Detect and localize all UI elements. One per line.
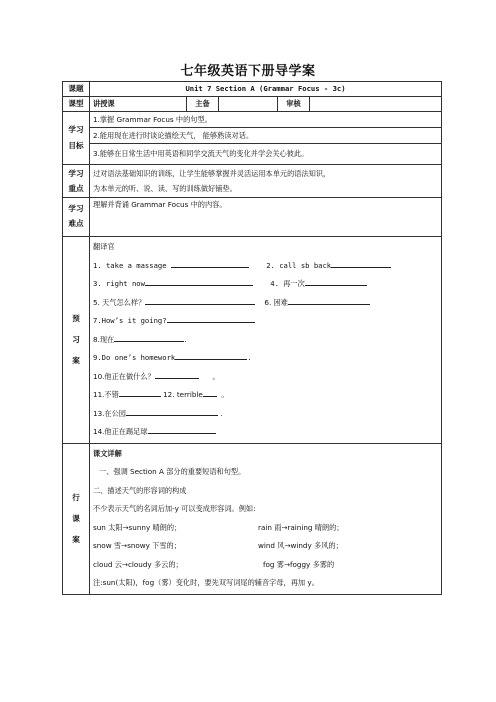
preview-label: 预 习 案 [63,237,90,444]
preview-row [63,237,442,444]
preview-line-1: 1. take a massage 2. call sb back [93,257,438,276]
preview-line-2: 3. right now 4. 再一次 [93,275,438,294]
focus-row [63,165,442,198]
preview-line-9: 13.在公园 . [93,408,223,418]
topic-label: 课题 [63,82,90,97]
example-line-2: snow 雪→snowy 下雪的； wind 风→windy 多风的； [93,541,343,550]
lesson-row [63,443,442,594]
topic-value: Unit 7 Section A (Grammar Focus - 3c) [90,82,442,97]
preview-line-6: 9.Do one’s homework . [93,353,252,362]
shenhe-value [310,97,442,112]
lesson-content: 课文详解 一、强调 Section A 部分的重要短语和句型。 二、描述天气的形容词的构成 不少表示天气的名词后加-y 可以变成形容词。例如: sun 太阳→sunny 晴朗的； rain 雨→raining 晴朗的； snow 雪→snowy 下雪的； wind 风→windy 多风的； cloud 云→cloudy 多云的； fog 雾→foggy 多雾的 注:sun(太阳)，fog（雾）变化时，要先双写词尾的辅音字母，再加 y。 [90,443,442,594]
lesson-label: 行 课 案 [63,443,90,594]
study-plan-table [62,81,442,595]
goals-label: 学习 目标 [63,112,90,165]
type-value: 讲授课 [90,97,187,112]
difficulty-content: 理解并背诵 Grammar Focus 中的内容。 [90,198,442,237]
goals-row [63,112,442,165]
shenhe-label: 审核 [278,97,310,112]
type-row [63,97,442,112]
difficulty-label: 学习 难点 [63,198,90,237]
focus-content: 过对语法基础知识的训练，让学生能够掌握并灵活运用本单元的语法知识， 为本单元的听、说、读、写的训练做好铺垫。 [90,165,442,198]
zhubei-label: 主备 [187,97,219,112]
preview-line-8: 11.不错 12. terrible 。 [93,390,229,399]
preview-line-3: 5. 天气怎么样？ 6. 困难 [93,294,438,313]
preview-line-5: 8.现在 . [93,334,187,344]
preview-line-10: 14.他正在踢足球 [93,423,438,442]
preview-line-7: 10.他正在做什么？ 。 [93,371,220,381]
preview-line-4: 7.How’s it going? [93,312,438,331]
focus-label: 学习 重点 [63,165,90,198]
goals-content: 1.掌握 Grammar Focus 中的句型。 2.能用现在进行时谈论描绘天气， 能够熟读对话。 3.能够在日常生活中用英语和同学交流天气的变化并学会关心彼此。 [90,112,442,165]
document-title: 七年级英语下册导学案 [180,64,316,79]
type-label: 课型 [63,97,90,112]
zhubei-value [219,97,278,112]
example-line-3: cloud 云→cloudy 多云的； fog 雾→foggy 多雾的 [93,559,335,569]
preview-content: 翻译官 1. take a massage 2. call sb back 3. right now 4. 再一次 5. 天气怎么样？ 6. 困难 7.How’s it going? 8.现在 . 9.Do one’s homework . 10.他正在做什么？ 。 11.不错 12. terrible 。 13.在公园 . 14.他正在踢足球 [90,237,442,444]
example-line-1: sun 太阳→sunny 晴朗的； rain 雨→raining 晴朗的； [93,522,344,532]
topic-row [63,82,442,97]
difficulty-row [63,198,442,237]
